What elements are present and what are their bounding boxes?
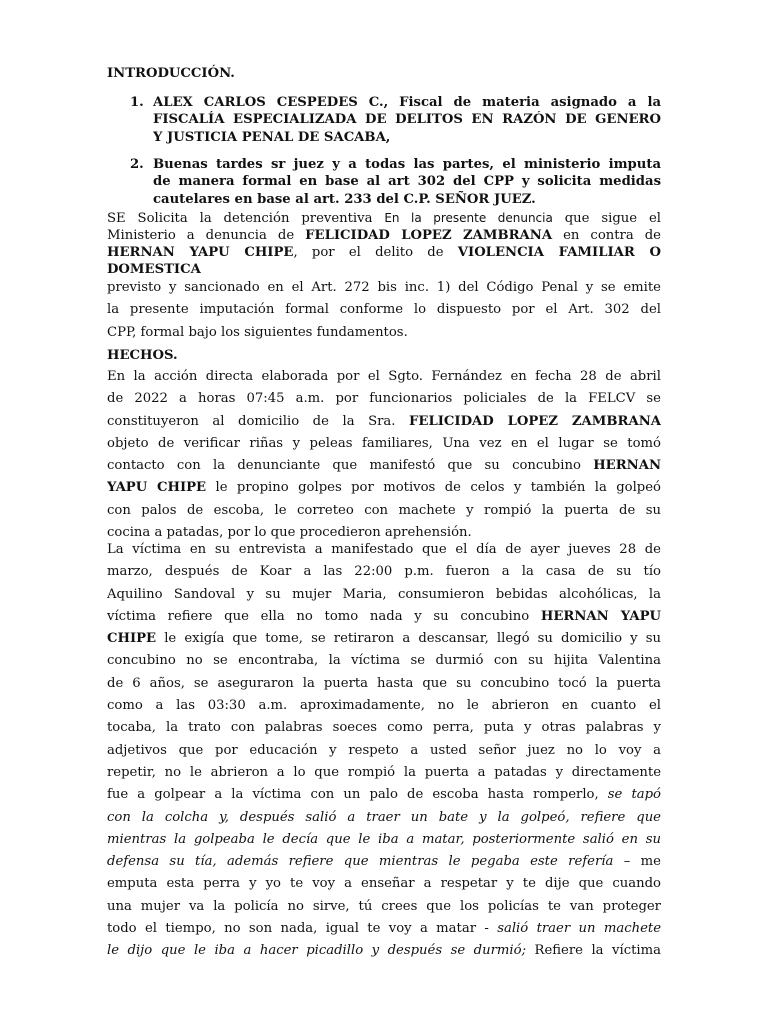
text-line: mientras la golpeaba le decía que le iba a matar, posteriormente salió en su — [107, 831, 661, 847]
list-line: Y JUSTICIA PENAL DE SACABA, — [153, 129, 391, 145]
text-line: de 2022 a horas 07:45 a.m. por funcionarios policiales de la FELCV se — [107, 391, 661, 407]
text-line: previsto y sancionado en el Art. 272 bis inc. 1) del Código Penal y se emite — [107, 280, 661, 295]
list-item — [130, 94, 661, 146]
text-line: tocaba, la trato con palabras soeces como perra, puta y otras palabras y — [107, 720, 661, 736]
list-line: cautelares en base al art. 233 del C.P. SEÑOR JUEZ. — [153, 191, 536, 207]
text-line: constituyeron al domicilio de la Sra. FELICIDAD LOPEZ ZAMBRANA — [107, 413, 661, 429]
heading-hechos: HECHOS. — [107, 348, 178, 363]
text-line: fue a golpear a la víctima con un palo de escoba hasta romperlo, se tapó — [107, 787, 661, 803]
text-line: HERNAN YAPU CHIPE, por el delito de VIOLENCIA FAMILIAR O — [107, 245, 661, 260]
paragraph-solicitud — [107, 210, 661, 278]
paragraph-fundamentos — [107, 277, 661, 344]
paragraph-victima — [107, 539, 661, 963]
list-number: 2. — [130, 157, 144, 172]
list-item — [130, 156, 661, 208]
list-line: FISCALÍA ESPECIALIZADA DE DELITOS EN RAZÓN DE GENERO — [153, 112, 661, 128]
text-line: contacto con la denunciante que manifestó que su concubino HERNAN — [107, 458, 661, 474]
text-line: CHIPE le exigía que tome, se retiraron a descansar, llegó su domicilio y su — [107, 631, 661, 647]
text-line: como a las 03:30 a.m. aproximadamente, no le abrieron en cuanto el — [107, 698, 661, 714]
text-line: una mujer va la policía no sirve, tú crees que los policías te van proteger — [107, 898, 661, 914]
list-line: Buenas tardes sr juez y a todas las partes, el ministerio imputa — [153, 157, 661, 172]
heading-introduccion: INTRODUCCIÓN. — [107, 66, 235, 81]
text-line: marzo, después de Koar a las 22:00 p.m. fueron a la casa de su tío — [107, 564, 661, 580]
text-line: objeto de verificar riñas y peleas familiares, Una vez en el lugar se tomó — [107, 435, 661, 451]
text-line: le dijo que le iba a hacer picadillo y después se durmió; Refiere la víctima — [107, 943, 661, 959]
text-line: de 6 años, se aseguraron la puerta hasta que su concubino tocó la puerta — [107, 675, 661, 691]
paragraph-hechos — [107, 366, 661, 544]
text-line: defensa su tía, además refiere que mientras le pegaba este refería – me — [107, 854, 661, 870]
intro-list — [130, 94, 661, 208]
text-line: YAPU CHIPE le propino golpes por motivos de celos y también la golpeó — [107, 480, 661, 496]
text-line: Aquilino Sandoval y su mujer Maria, consumieron bebidas alcohólicas, la — [107, 586, 661, 602]
text-line: con la colcha y, después salió a traer un bate y la golpeó, refiere que — [107, 809, 661, 825]
text-line: La víctima en su entrevista a manifestado que el día de ayer jueves 28 de — [107, 542, 661, 557]
text-line: con palos de escoba, le correteo con machete y rompió la puerta de su — [107, 502, 661, 518]
text-line: Ministerio a denuncia de FELICIDAD LOPEZ ZAMBRANA en contra de — [107, 228, 661, 243]
text-line: adjetivos que por educación y respeto a usted señor juez no lo voy a — [107, 742, 661, 758]
text-line: SE Solicita la detención preventiva En la presente denuncia que sigue el — [107, 211, 661, 226]
text-line: todo el tiempo, no son nada, igual te voy a matar - salió traer un machete — [107, 921, 661, 937]
text-line: repetir, no le abrieron a lo que rompió la puerta a patadas y directamente — [107, 764, 661, 780]
text-line: emputa esta perra y yo te voy a enseñar a respetar y te dije que cuando — [107, 876, 661, 892]
text-line: concubino no se encontraba, la víctima se durmió con su hijita Valentina — [107, 653, 661, 669]
text-line: En la acción directa elaborada por el Sgto. Fernández en fecha 28 de abril — [107, 369, 661, 384]
text-line: DOMESTICA — [107, 262, 201, 277]
list-line: ALEX CARLOS CESPEDES C., Fiscal de materia asignado a la — [153, 95, 661, 110]
text-line: cocina a patadas, por lo que procedieron aprehensión. — [107, 525, 472, 541]
text-line: CPP, formal bajo los siguientes fundamentos. — [107, 324, 408, 340]
list-number: 1. — [130, 95, 144, 110]
text-line: víctima refiere que ella no tomo nada y su concubino HERNAN YAPU — [107, 608, 661, 624]
text-line: la presente imputación formal conforme lo dispuesto por el Art. 302 del — [107, 302, 661, 318]
list-line: de manera formal en base al art 302 del CPP y solicita medidas — [153, 174, 661, 190]
